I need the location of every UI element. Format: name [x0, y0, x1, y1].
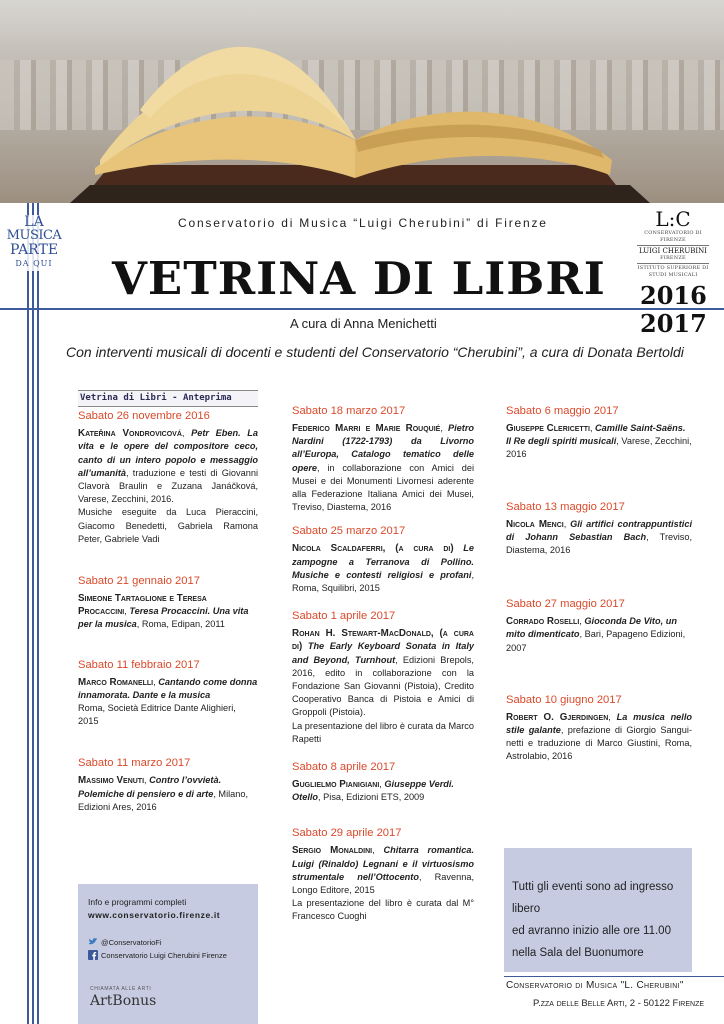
event-author: Simeone Tartaglione e Teresa Procaccini	[78, 593, 207, 618]
event-book-title: Giuseppe Verdi. Otello	[292, 779, 454, 803]
left-vertical-rules	[27, 203, 47, 1024]
event-author: Federico Marri e Marie Rouquié	[292, 423, 441, 434]
event-author: Robert O. Gjerdingen	[506, 711, 609, 723]
events-notice-line3: nella Sala del Buonumore	[512, 947, 644, 959]
event-author: Nicola Menci	[506, 518, 564, 530]
column-2	[292, 404, 474, 924]
twitter-handle: @ConservatorioFi	[101, 938, 162, 947]
event-book-title: The Early Keyboard Sonata in Italy and Beyond, Turnhout	[292, 641, 474, 665]
event-book-title: Contro l’ovvietà. Polemiche di pensiero e di arte	[78, 775, 222, 799]
event-entry: Sabato 18 marzo 2017 Federico Marri e Marie Rouquié, Pietro Nardini (1722-1793) da Livorno all’Europa, Catalogo tematico delle opere, in collaborazione con Amici dei Musei e dei Monumenti Livornesi aderente alla Federazione Italiana Amici dei Musei, Treviso, Diastema, 2016	[292, 405, 475, 513]
event-publisher: , Pisa, Edizioni ETS, 2009	[318, 792, 425, 803]
event-date: Sabato 29 aprile 2017	[292, 827, 402, 840]
artbonus-tagline: CHIAMATA ALLE ARTI	[90, 986, 152, 992]
column-3	[506, 404, 692, 764]
event-book-title: Teresa Procaccini. Una vita per la musica	[78, 606, 249, 630]
event-date: Sabato 27 maggio 2017	[506, 598, 625, 611]
cherubini-logo-line3: FIRENZE	[660, 255, 686, 261]
event-book-title: La musica nello stile galante	[506, 711, 693, 736]
event-publisher: , Varese, Zecchini, 2016	[506, 436, 692, 460]
event-book-title: Gioconda De Vito, un mito dimenticato	[506, 616, 677, 640]
event-note: Musiche eseguite da Luca Pieraccini, Giacomo Benedetti, Gabriela Ramona Peter, Gabriele Vadi	[78, 507, 258, 544]
event-author: Sergio Monaldini	[292, 845, 373, 857]
event-publisher: , prefazione di Giorgio Sanguinetti e traduzione di Marco Giustini, Roma, Astrolabio, 2016	[506, 725, 692, 762]
event-date: Sabato 11 marzo 2017	[78, 757, 191, 770]
facebook-page: Conservatorio Luigi Cherubini Firenze	[101, 951, 227, 960]
event-book-title: Pietro Nardini (1722-1793) da Livorno all’Europa, Catalogo tematico delle opere	[292, 423, 475, 473]
open-book-illustration	[0, 0, 724, 203]
events-notice-line2: ed avranno inizio alle ore 11.00	[512, 925, 671, 937]
event-book-title: Gli artifici contrappuntistici di Johann Sebastian Bach	[506, 518, 692, 542]
event-publisher: , Edizioni Brepols, 2016, edito in collaborazione con la Fondazione San Giovanni (Pistoia), Credito Cooperativo Banca di Pistoia e Amici di Groppoli (Pistoia).	[292, 654, 474, 718]
cherubini-logo	[634, 208, 712, 279]
title-divider	[0, 308, 724, 310]
artbonus-wordmark: ArtBonus	[90, 993, 157, 1009]
event-date: Sabato 10 giugno 2017	[506, 693, 622, 706]
facebook-link[interactable]	[88, 949, 248, 962]
events-notice-line1: Tutti gli eventi sono ad ingresso libero	[512, 881, 674, 915]
twitter-icon	[88, 937, 98, 947]
social-links	[88, 936, 248, 962]
facebook-icon	[88, 950, 98, 960]
event-book-title: Petr Eben. La vita e le opere del compositore ceco, canto di un intero popolo e messaggio all’umanità	[78, 428, 258, 478]
page-title: VETRINA DI LIBRI	[112, 252, 606, 305]
subtitle: Con interventi musicali di docenti e studenti del Conservatorio “Cherubini”, a cura di Donata Bertoldi	[66, 344, 684, 360]
year-end: 2017	[640, 309, 707, 338]
event-note: La presentazione del libro è curata da Marco Rapetti	[292, 720, 474, 744]
cherubini-logo-line2: LUIGI CHERUBINI	[638, 247, 708, 255]
event-entry: Sabato 13 maggio 2017 Nicola Menci, Gli artifici contrappuntistici di Johann Sebastian Bach, Treviso, Diastema, 2016	[506, 500, 693, 556]
logo-left-line4: DA QUI	[15, 259, 53, 268]
event-book-title: Chitarra romantica. Luigi (Rinaldo) Legnani e il virtuosismo strumentale nell’Ottocento	[292, 845, 475, 882]
event-entry	[292, 524, 474, 595]
event-date: Sabato 6 maggio 2017	[506, 405, 619, 417]
footer-institution: Conservatorio di Musica "L. Cherubini"	[506, 980, 684, 991]
event-entry: Sabato 8 aprile 2017 Guglielmo Pianigiani, Giuseppe Verdi. Otello, Pisa, Edizioni ETS, 2009	[292, 760, 474, 804]
event-publisher: , Milano, Edizioni Ares, 2016	[78, 788, 249, 812]
event-author: Marco Romanelli	[78, 676, 154, 688]
header-photo-books	[0, 0, 724, 203]
logo-left-line3: PARTE	[9, 242, 59, 258]
event-note: La presentazione del libro è curata dal M° Francesco Cuoghi	[292, 898, 474, 922]
event-entry: Sabato 10 giugno 2017 Robert O. Gjerdingen, La musica nello stile galante, prefazione di Giorgio Sanguinetti e traduzione di Marco Giustini, Roma, Astrolabio, 2016	[506, 693, 693, 762]
event-date: Sabato 26 novembre 2016	[78, 410, 210, 423]
cherubini-logo-mark: L:C	[655, 207, 691, 231]
website-link[interactable]: www.conservatorio.firenze.it	[88, 910, 221, 920]
event-date: Sabato 18 marzo 2017	[292, 405, 406, 417]
twitter-link[interactable]	[88, 936, 248, 949]
event-entry: Sabato 11 marzo 2017 Massimo Venuti, Contro l’ovvietà. Polemiche di pensiero e di arte, Milano, Edizioni Ares, 2016	[78, 756, 258, 814]
event-book-title: Cantando come donna innamorata. Dante e la musica	[78, 676, 258, 700]
event-entry: Sabato 29 aprile 2017 Sergio Monaldini, Chitarra romantica. Luigi (Rinaldo) Legnani e il virtuosismo strumentale nell’Ottocento, Ravenna, Longo Editore, 2015 La presentazione del libro è curata dal M° Francesco Cuoghi	[292, 826, 474, 923]
event-author: Corrado Roselli	[506, 616, 580, 628]
footer-divider	[504, 976, 724, 977]
event-date: Sabato 8 aprile 2017	[292, 761, 396, 774]
event-entry: Sabato 6 maggio 2017 Giuseppe Clericetti, Camille Saint-Saëns. Il Re degli spiriti musicali, Varese, Zecchini, 2016	[506, 405, 692, 460]
event-publisher: , in collaborazione con Amici dei Musei e dei Monumenti Livornesi aderente alla Federazione Italiana Amici dei Musei, Treviso, Diastema, 2016	[292, 462, 474, 513]
event-entry: Sabato 11 febbraio 2017 Marco Romanelli, Cantando come donna innamorata. Dante e la musica Roma, Società Editrice Dante Alighieri, 2015	[78, 658, 258, 729]
event-publisher: , Ravenna, Longo Editore, 2015	[292, 871, 474, 896]
event-author: Kateřina Vondrovicová	[78, 428, 182, 440]
institution-name: Conservatorio di Musica “Luigi Cherubini” di Firenze	[178, 216, 548, 230]
event-book-title: Camille Saint-Saëns. Il Re degli spiriti musicali	[506, 423, 686, 447]
year-start: 2016	[640, 281, 707, 310]
info-label: Info e programmi completi	[88, 897, 187, 907]
event-date: Sabato 21 gennaio 2017	[78, 575, 200, 588]
event-publisher: , Roma, Squilibri, 2015	[292, 569, 474, 594]
event-author: Massimo Venuti	[78, 775, 145, 787]
event-date: Sabato 11 febbraio 2017	[78, 658, 200, 671]
event-publisher: Roma, Società Editrice Dante Alighieri, 2015	[78, 703, 236, 727]
event-date: Sabato 1 aprile 2017	[292, 610, 396, 623]
event-date: Sabato 13 maggio 2017	[506, 500, 625, 513]
artbonus-logo	[90, 986, 156, 1009]
preview-header: Vetrina di Libri - Anteprima	[78, 390, 258, 407]
event-publisher: , Bari, Papageno Edizioni, 2007	[506, 629, 686, 653]
event-publisher: , Treviso, Diastema, 2016	[506, 531, 693, 556]
event-entry: Sabato 26 novembre 2016 Kateřina Vondrovicová, Petr Eben. La vita e le opere del compositore ceco, canto di un intero popolo e messaggio all’umanità, traduzione e testi di Giovanni Clavorà Braulin e Zuzana Janáčková, Varese, Zecchini, 2016. Musiche eseguite da Luca Pieraccini, Giacomo Benedetti, Gabriela Ramona Peter, Gabriele Vadi	[78, 409, 258, 546]
footer-address: P.zza delle Belle Arti, 2 - 50122 Firenze	[533, 998, 705, 1009]
years	[640, 282, 707, 338]
event-date: Sabato 25 marzo 2017	[292, 525, 406, 538]
curator: A cura di Anna Menichetti	[290, 316, 437, 331]
logo-left-line2: MUSICA	[6, 228, 62, 243]
la-musica-parte-logo	[3, 215, 65, 271]
cherubini-logo-line1: CONSERVATORIO DI FIRENZE	[644, 230, 702, 243]
cherubini-logo-line4: ISTITUTO SUPERIORE DI STUDI MUSICALI	[637, 265, 709, 278]
event-publisher: , Roma, Edipan, 2011	[136, 619, 225, 630]
event-publisher: , traduzione e testi di Giovanni Clavorà Braulin e Zuzana Janáčková, Varese, Zecchini, 2016.	[78, 467, 258, 505]
event-book-title: Le zampogne a Terranova di Pollino. Musiche e contesti religiosi e profani	[292, 543, 474, 580]
event-author: Nicola Scaldaferri, (a cura di)	[292, 543, 454, 555]
events-notice-box	[504, 848, 692, 972]
column-1	[78, 390, 258, 814]
logo-left-line1: LA	[24, 214, 44, 230]
event-entry	[292, 609, 474, 746]
event-author: Rohan H. Stewart-MacDonald, (a cura di)	[292, 628, 474, 653]
event-author: Giuseppe Clericetti	[506, 423, 590, 434]
event-entry: Sabato 27 maggio 2017 Corrado Roselli, Gioconda De Vito, un mito dimenticato, Bari, Papageno Edizioni, 2007	[506, 597, 692, 655]
event-author: Guglielmo Pianigiani	[292, 779, 380, 791]
event-entry: Sabato 21 gennaio 2017 Simeone Tartaglione e Teresa Procaccini, Teresa Procaccini. Una vita per la musica, Roma, Edipan, 2011	[78, 574, 258, 632]
